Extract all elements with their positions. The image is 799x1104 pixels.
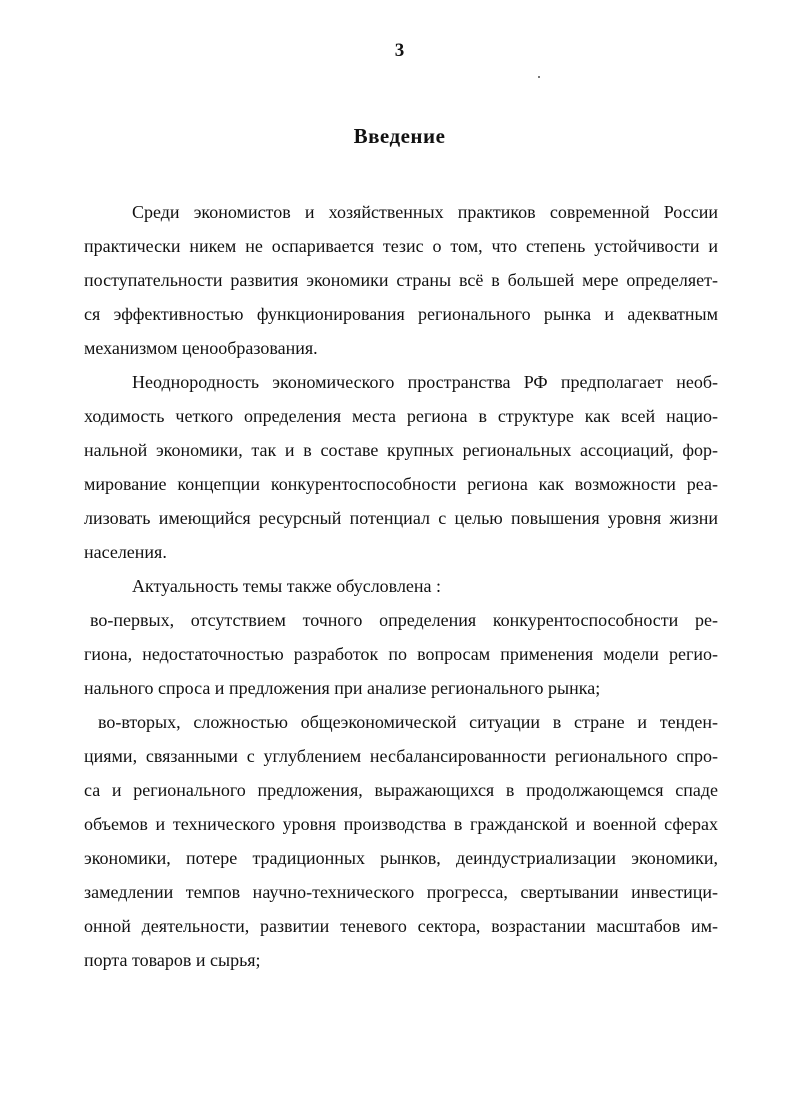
text-line: онной деятельности, развитии теневого сектора, возрастании масштабов им- (84, 916, 718, 936)
text-line: лизовать имеющийся ресурсный потенциал с целью повышения уровня жизни (84, 508, 718, 528)
text-line: экономики, потере традиционных рынков, деиндустриализации экономики, (84, 848, 718, 868)
text-line: замедлении темпов научно-технического прогресса, свертывании инвестици- (84, 882, 718, 902)
text-line: во-первых, отсутствием точного определения конкурентоспособности ре- (90, 610, 718, 630)
text-line: нального спроса и предложения при анализе регионального рынка; (84, 678, 601, 698)
text-line: мирование концепции конкурентоспособности региона как возможности реа- (84, 474, 718, 494)
text-line: циями, связанными с углублением несбалансированности регионального спро- (84, 746, 718, 766)
text-line: порта товаров и сырья; (84, 950, 261, 970)
text-line: ся эффективностью функционирования регионального рынка и адекватным (84, 304, 718, 324)
text-line: Неоднородность экономического пространства РФ предполагает необ- (132, 372, 718, 392)
section-title: Введение (353, 124, 446, 148)
text-line: практически никем не оспаривается тезис о том, что степень устойчивости и (84, 236, 718, 256)
text-line: нальной экономики, так и в составе крупных региональных ассоциаций, фор- (84, 440, 718, 460)
text-line: объемов и технического уровня производства в гражданской и военной сферах (84, 814, 718, 834)
scan-speck (538, 76, 540, 78)
text-line: во-вторых, сложностью общеэкономической ситуации в стране и тенден- (98, 712, 718, 732)
text-line: ходимость четкого определения места региона в структуре как всей нацио- (84, 406, 718, 426)
text-line: механизмом ценообразования. (84, 338, 318, 358)
text-line: населения. (84, 542, 167, 562)
page-number: 3 (394, 40, 405, 61)
text-line: поступательности развития экономики страны всё в большей мере определяет- (84, 270, 718, 290)
text-line: Актуальность темы также обусловлена : (132, 576, 442, 596)
text-line: Среди экономистов и хозяйственных практиков современной России (132, 202, 718, 222)
text-line: гиона, недостаточностью разработок по вопросам применения модели регио- (84, 644, 718, 664)
text-line: са и регионального предложения, выражающихся в продолжающемся спаде (84, 780, 718, 800)
